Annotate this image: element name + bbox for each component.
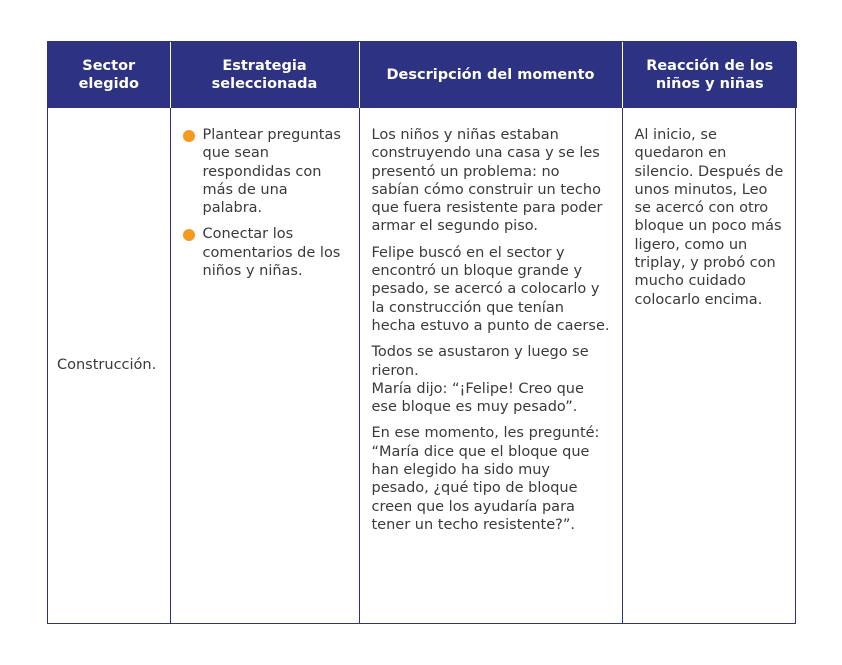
strategy-list [183, 126, 349, 280]
strategy-item [183, 126, 349, 217]
table-row [48, 108, 797, 623]
header-description-label: Descripción del momento [386, 67, 595, 83]
cell-sector [48, 108, 170, 623]
header-strategy-label: Estrategia seleccionada [211, 58, 318, 92]
header-description [359, 42, 622, 108]
sector-value: Construcción. [57, 357, 157, 374]
description-paragraph: Felipe buscó en el sector y encontró un bloque grande y pesado, se acercó a colocarlo y la construcción que tenían hecha estuvo a punto de caerse. [371, 244, 610, 334]
description-paragraph: Los niños y niñas estaban construyendo una casa y se les presentó un problema: no sabían cómo construir un techo que fuera resistente para poder armar el segundo piso. [371, 127, 603, 235]
activity-table-grid [48, 42, 797, 623]
orange-bullet-icon [183, 229, 195, 241]
strategy-text: Plantear preguntas que sean respondidas con más de una palabra. [202, 127, 341, 217]
orange-bullet-icon [183, 130, 195, 142]
reaction-text: Al inicio, se quedaron en silencio. Después de unos minutos, Leo se acercó con otro bloque un poco más ligero, como un triplay, y probó con mucho cuidado colocarlo encima. [634, 127, 784, 308]
cell-reaction [622, 108, 797, 623]
activity-table [47, 41, 796, 624]
header-sector [48, 42, 170, 108]
cell-strategies [170, 108, 359, 623]
header-reaction [622, 42, 797, 108]
strategy-item [183, 225, 349, 280]
description-paragraph: En ese momento, les pregunté: “María dice que el bloque que han elegido ha sido muy pesado, ¿qué tipo de bloque creen que los ayudaría para tener un techo resistente?”. [371, 425, 600, 533]
header-reaction-label: Reacción de los niños y niñas [646, 58, 774, 92]
table-header-row [48, 42, 797, 108]
header-strategy [170, 42, 359, 108]
cell-description [359, 108, 622, 623]
description-paragraph: Todos se asustaron y luego se rieron. María dijo: “¡Felipe! Creo que ese bloque es muy pesado”. [371, 344, 589, 416]
strategy-text: Conectar los comentarios de los niños y niñas. [202, 226, 341, 280]
header-sector-label: Sector elegido [78, 58, 139, 92]
